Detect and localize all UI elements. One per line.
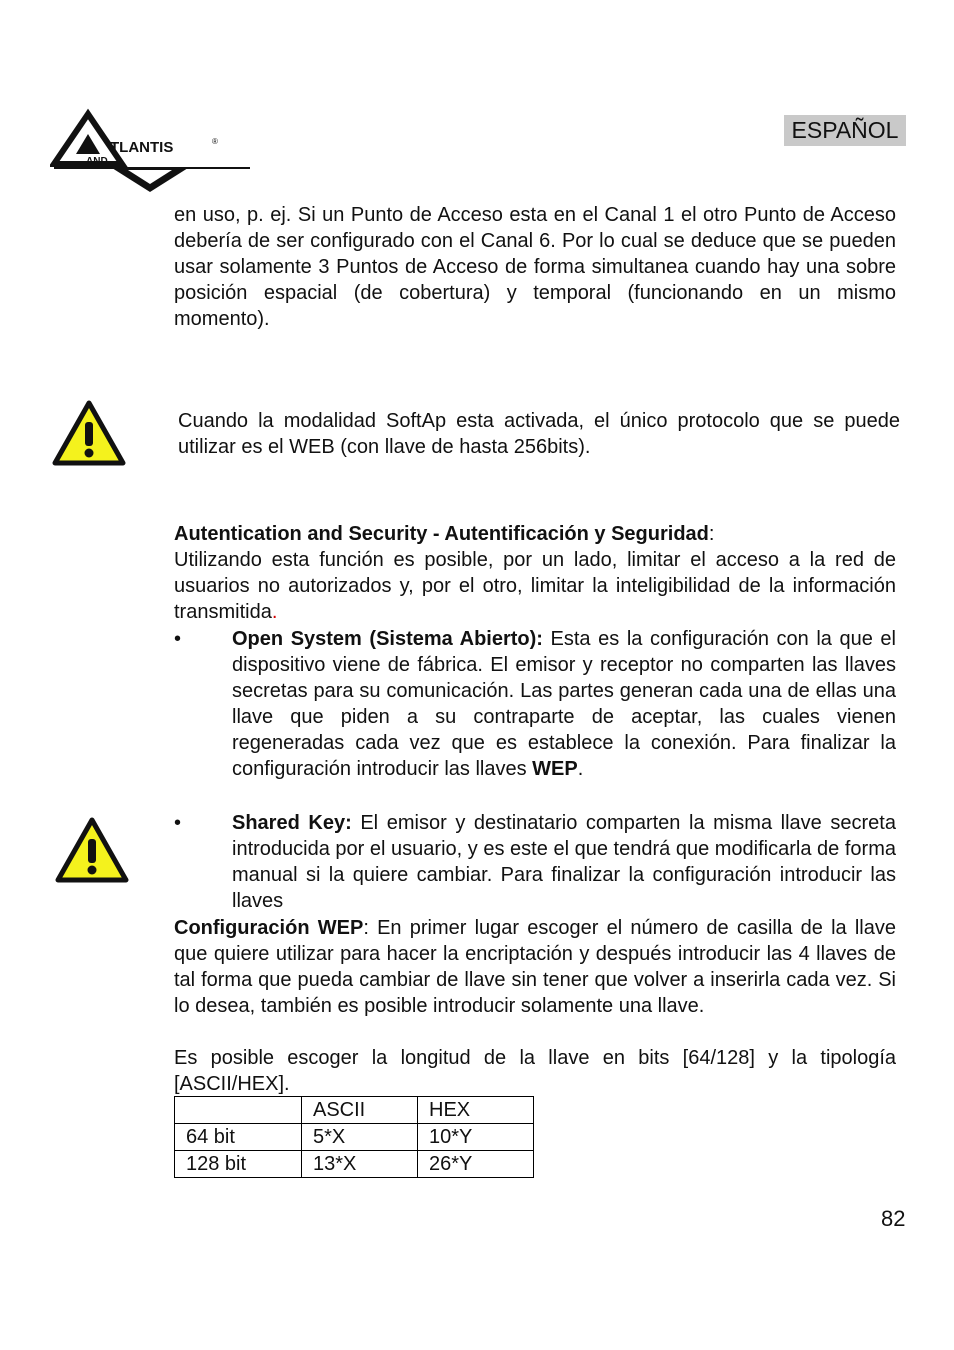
language-label: ESPAÑOL [784,115,906,146]
security-heading: Autentication and Security - Autentificación y Seguridad [174,523,709,545]
wep-config-paragraph [174,915,896,1019]
open-system-label: Open System (Sistema Abierto): [232,628,543,650]
list-item-open-system [174,626,896,782]
key-length-paragraph: Es posible escoger la longitud de la llave en bits [64/128] y la tipología [ASCII/HEX]. [174,1047,896,1095]
softap-warning-text: Cuando la modalidad SoftAp esta activada, el único protocolo que se puede utilizar es el WEB (con llave de hasta 256bits). [178,410,900,458]
open-system-wep: WEP [532,758,578,780]
warning-icon [55,817,129,883]
table-cell: 128 bit [175,1151,302,1178]
table-header-cell: ASCII [302,1097,418,1124]
bullet-dot: • [174,628,182,650]
security-intro: Utilizando esta función es posible, por un lado, limitar el acceso a la red de usuarios no autorizados y, por el otro, limitar la inteligibilidad de la información transmitida [174,549,896,623]
table-header-row [175,1097,534,1124]
table-cell: 13*X [302,1151,418,1178]
table-row [175,1151,534,1178]
table-header-cell: HEX [418,1097,534,1124]
open-system-text: Esta es la configuración con la que el dispositivo viene de fábrica. El emisor y receptor no comparten las llaves secretas para su comunicación. Las partes generan cada una de ellas una llave que piden a su contraparte de aceptar, las cuales vienen regeneradas cada vez que es establece la conexión. Para finalizar la configuración introducir las llaves [232,628,896,780]
table-header-cell [175,1097,302,1124]
list-item-shared-key [174,810,896,914]
wep-config-label: Configuración WEP [174,917,364,939]
svg-text:®: ® [212,137,218,146]
intro-paragraph: en uso, p. ej. Si un Punto de Acceso esta en el Canal 1 el otro Punto de Acceso debería de ser configurado con el Canal 6. Por lo cual se deduce que se pueden usar solamente 3 Puntos de Acceso de forma simultanea cuando hay una sobre posición espacial (de cobertura) y temporal (funcionando en un mismo momento). [174,204,896,330]
open-system-end: . [577,758,584,780]
table-cell: 64 bit [175,1124,302,1151]
shared-key-label: Shared Key: [232,812,352,834]
table-row [175,1124,534,1151]
page-number: 82 [881,1206,906,1231]
security-intro-period: . [271,601,278,623]
table-cell: 5*X [302,1124,418,1151]
bullet-dot: • [174,812,182,834]
svg-text:AND: AND [86,156,108,167]
atlantis-logo [50,108,250,200]
table-cell: 10*Y [418,1124,534,1151]
wep-config-text: : En primer lugar escoger el número de casilla de la llave que quiere utilizar para hacer la encriptación y después introducir las 4 llaves de tal forma que pueda cambiar de llave sin tener que volver a inserirla cada vez. Si lo desea, también es posible introducir solamente una llave. [174,917,896,1017]
warning-icon [52,400,126,466]
svg-text:TLANTIS: TLANTIS [110,139,174,156]
key-length-table [174,1096,534,1178]
security-section [174,521,896,625]
table-cell: 26*Y [418,1151,534,1178]
security-heading-colon: : [708,523,715,545]
shared-key-text: El emisor y destinatario comparten la misma llave secreta introducida por el usuario, y es este el que tendrá que modificarla de forma manual si la quiere cambiar. Para finalizar la configuración introducir las llaves [232,812,896,912]
